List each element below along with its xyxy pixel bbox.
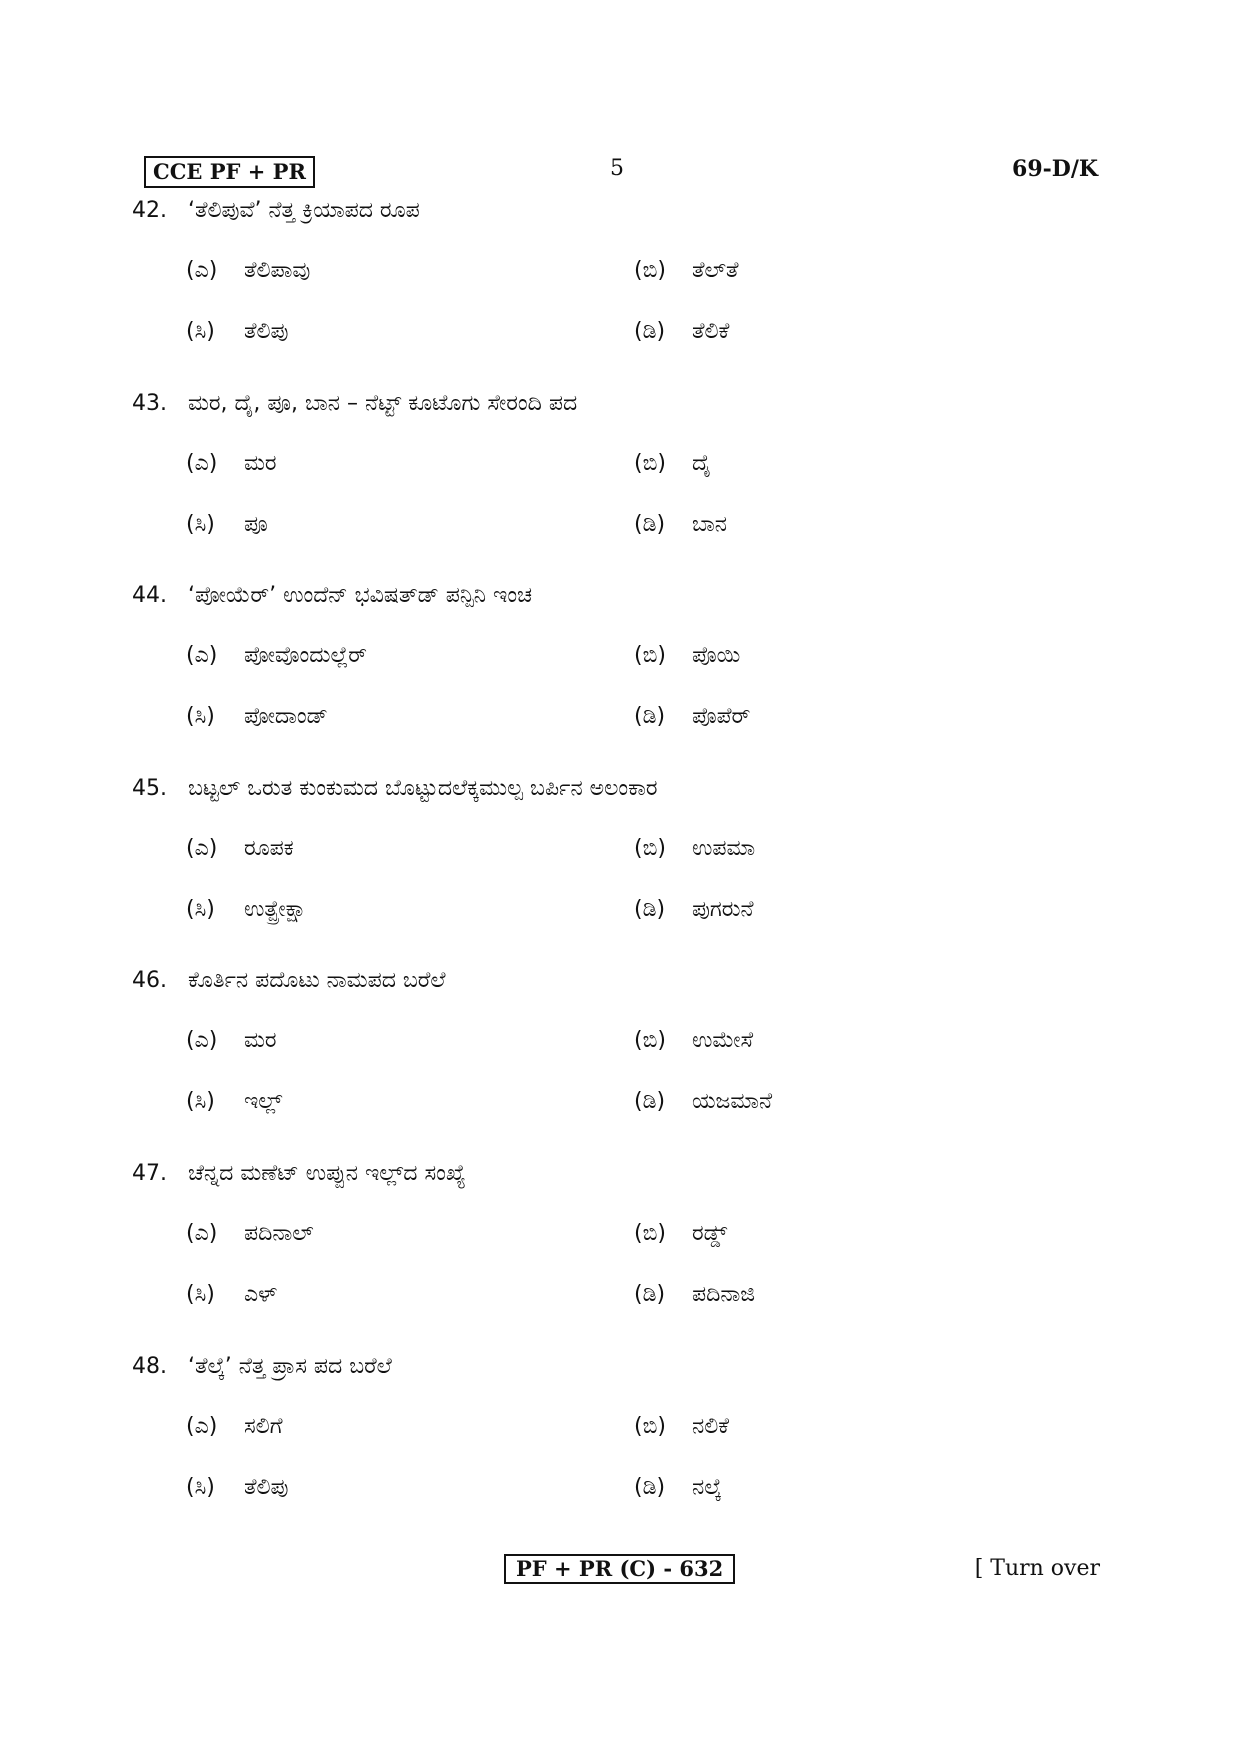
question-4 bbox=[132, 774, 1112, 804]
option-label: (ಸಿ) bbox=[186, 897, 215, 922]
option-label: (ಎ) bbox=[186, 643, 218, 668]
option-label: (ಸಿ) bbox=[186, 704, 215, 729]
option-label: (ಎ) bbox=[186, 451, 218, 476]
question-line bbox=[132, 196, 1112, 226]
option-3 bbox=[186, 1473, 288, 1503]
option-2 bbox=[634, 256, 738, 286]
option-label: (ಬಿ) bbox=[634, 451, 666, 476]
option-3 bbox=[186, 1280, 277, 1310]
option-4 bbox=[634, 510, 727, 540]
question-text: ಬಟ್ಟಲ್ ಒರುತ ಕುಂಕುಮದ ಬೊಟ್ಟುದಲೆಕ್ಕಮುಲ್ಪ ಬರ್ಪಿನ ಅಲಂಕಾರ bbox=[188, 776, 658, 801]
option-text: ಮರ bbox=[244, 451, 277, 476]
question-3 bbox=[132, 581, 1112, 611]
question-7 bbox=[132, 1352, 1112, 1382]
question-text: ಚೆನ್ನದ ಮಣೆಟ್ ಉಪ್ಪುನ ಇಲ್ಲ್‌ದ ಸಂಖ್ಯೆ bbox=[188, 1161, 466, 1186]
option-label: (ಬಿ) bbox=[634, 258, 666, 283]
question-number: 45. bbox=[132, 776, 167, 801]
option-4 bbox=[634, 1280, 755, 1310]
option-2 bbox=[634, 1412, 729, 1442]
question-1 bbox=[132, 196, 1112, 226]
option-text: ತೆಲಿಪು bbox=[244, 319, 289, 344]
option-text: ರೂಪಕ bbox=[244, 836, 294, 861]
option-text: ತೆಲಿಪಾವು bbox=[244, 258, 311, 283]
option-2 bbox=[634, 834, 755, 864]
option-label: (ಸಿ) bbox=[186, 1475, 215, 1500]
option-text: ಪೂ bbox=[244, 512, 268, 537]
option-2 bbox=[634, 1026, 753, 1056]
question-text: ‘ತೆಲಿಪುವೆ’ ನೆತ್ತ ಕ್ರಿಯಾಪದ ರೂಪ bbox=[188, 198, 420, 223]
header-box: CCE PF + PR bbox=[144, 156, 315, 188]
option-label: (ಸಿ) bbox=[186, 319, 215, 344]
option-text: ಪದಿನಾಲ್ bbox=[244, 1221, 314, 1246]
option-1 bbox=[186, 256, 310, 286]
option-1 bbox=[186, 1026, 277, 1056]
option-2 bbox=[634, 641, 740, 671]
question-line bbox=[132, 1159, 1112, 1189]
option-text: ಉಮೇಸೆ bbox=[692, 1028, 754, 1053]
question-text: ಕೊರ್ತಿನ ಪದೊಟು ನಾಮಪದ ಬರೆಲೆ bbox=[188, 968, 446, 993]
option-label: (ಬಿ) bbox=[634, 1028, 666, 1053]
option-text: ತೆಲ್‌ತೆ bbox=[692, 258, 739, 283]
option-text: ಬಾನ bbox=[692, 512, 728, 537]
option-3 bbox=[186, 510, 268, 540]
option-text: ಪೋದಾಂಡ್ bbox=[244, 704, 328, 729]
question-number: 42. bbox=[132, 198, 167, 223]
option-label: (ಬಿ) bbox=[634, 1221, 666, 1246]
option-text: ಸಲಿಗೆ bbox=[244, 1414, 283, 1439]
option-label: (ಸಿ) bbox=[186, 512, 215, 537]
option-text: ನಲ್ಕೆ bbox=[692, 1475, 722, 1500]
question-line bbox=[132, 389, 1112, 419]
option-text: ಉತ್ಪ್ರೇಕ್ಷಾ bbox=[244, 897, 307, 922]
question-text: ಮರ, ದೈ, ಪೂ, ಬಾನ – ನೆಟ್ಟ್ ಕೂಟೊಗು ಸೇರಂದಿ ಪದ bbox=[188, 391, 578, 416]
option-label: (ಡಿ) bbox=[634, 897, 666, 922]
option-label: (ಡಿ) bbox=[634, 512, 666, 537]
question-number: 43. bbox=[132, 391, 167, 416]
option-label: (ಡಿ) bbox=[634, 1089, 666, 1114]
page-number: 5 bbox=[610, 156, 624, 181]
option-3 bbox=[186, 702, 328, 732]
option-3 bbox=[186, 1087, 282, 1117]
paper-code: 69-D/K bbox=[1012, 156, 1098, 182]
turn-over-text: [ Turn over bbox=[974, 1556, 1100, 1581]
question-text: ‘ಪೋಯೆರ್’ ಉಂದೆನ್ ಭವಿಷತ್‌ಡ್ ಪನ್ಪಿನಿ ಇಂಚ bbox=[188, 583, 533, 608]
option-text: ಯಜಮಾನೆ bbox=[692, 1089, 773, 1114]
option-3 bbox=[186, 317, 288, 347]
option-4 bbox=[634, 1087, 772, 1117]
option-1 bbox=[186, 1219, 314, 1249]
option-label: (ಡಿ) bbox=[634, 1475, 666, 1500]
question-line bbox=[132, 966, 1112, 996]
option-text: ಎಳ್ bbox=[244, 1282, 278, 1307]
question-5 bbox=[132, 966, 1112, 996]
option-1 bbox=[186, 449, 277, 479]
question-number: 47. bbox=[132, 1161, 167, 1186]
option-4 bbox=[634, 895, 754, 925]
option-label: (ಎ) bbox=[186, 1414, 218, 1439]
option-1 bbox=[186, 834, 294, 864]
question-number: 44. bbox=[132, 583, 167, 608]
option-label: (ಸಿ) bbox=[186, 1282, 215, 1307]
option-text: ಪದಿನಾಜಿ bbox=[692, 1282, 756, 1307]
option-text: ಪೊಯಿ bbox=[692, 643, 741, 668]
option-text: ಮರ bbox=[244, 1028, 277, 1053]
option-1 bbox=[186, 1412, 282, 1442]
option-label: (ಸಿ) bbox=[186, 1089, 215, 1114]
question-text: ‘ತೆಲ್ಕೆ’ ನೆತ್ತ ಪ್ರಾಸ ಪದ ಬರೆಲೆ bbox=[188, 1354, 392, 1379]
option-text: ತೆಲಿಪು bbox=[244, 1475, 289, 1500]
question-line bbox=[132, 1352, 1112, 1382]
option-label: (ಎ) bbox=[186, 258, 218, 283]
option-text: ಪುಗರುನೆ bbox=[692, 897, 754, 922]
question-6 bbox=[132, 1159, 1112, 1189]
option-label: (ಎ) bbox=[186, 1028, 218, 1053]
option-1 bbox=[186, 641, 367, 671]
option-label: (ಡಿ) bbox=[634, 319, 666, 344]
option-2 bbox=[634, 1219, 727, 1249]
question-line bbox=[132, 774, 1112, 804]
option-4 bbox=[634, 702, 750, 732]
option-text: ಇಲ್ಲ್ bbox=[244, 1089, 283, 1114]
option-label: (ಬಿ) bbox=[634, 1414, 666, 1439]
option-4 bbox=[634, 317, 729, 347]
option-label: (ಬಿ) bbox=[634, 643, 666, 668]
option-text: ರಡ್ಡ್ bbox=[692, 1221, 728, 1246]
question-2 bbox=[132, 389, 1112, 419]
option-label: (ಎ) bbox=[186, 836, 218, 861]
option-text: ನಲಿಕೆ bbox=[692, 1414, 730, 1439]
question-line bbox=[132, 581, 1112, 611]
option-text: ಉಪಮಾ bbox=[692, 836, 756, 861]
option-text: ಪೋವೊಂದುಲ್ಲೆರ್ bbox=[244, 643, 367, 668]
question-number: 46. bbox=[132, 968, 167, 993]
footer-code-box: PF + PR (C) - 632 bbox=[504, 1554, 735, 1584]
option-label: (ಎ) bbox=[186, 1221, 218, 1246]
option-label: (ಡಿ) bbox=[634, 1282, 666, 1307]
question-number: 48. bbox=[132, 1354, 167, 1379]
option-3 bbox=[186, 895, 307, 925]
option-text: ದೈ bbox=[692, 451, 711, 476]
option-2 bbox=[634, 449, 711, 479]
option-label: (ಡಿ) bbox=[634, 704, 666, 729]
option-4 bbox=[634, 1473, 721, 1503]
option-label: (ಬಿ) bbox=[634, 836, 666, 861]
option-text: ಪೊಪೆರ್ bbox=[692, 704, 751, 729]
option-text: ತೆಲಿಕೆ bbox=[692, 319, 730, 344]
